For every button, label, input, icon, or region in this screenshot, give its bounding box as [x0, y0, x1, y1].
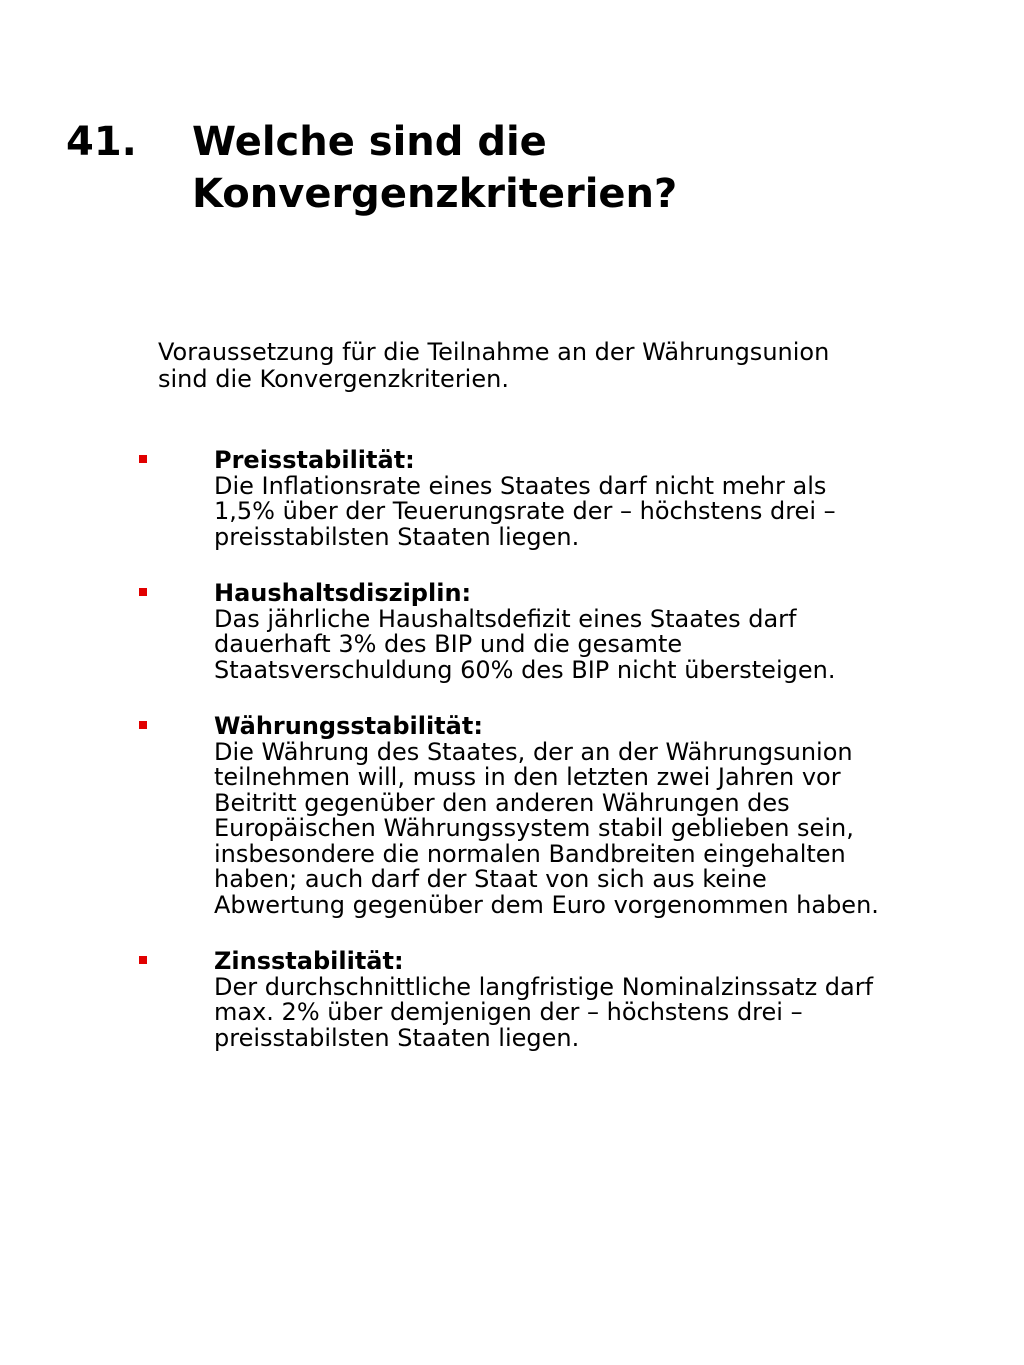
criterion-title: Haushaltsdisziplin:: [214, 579, 472, 607]
criterion-currency-stability: [134, 714, 984, 918]
intro-line: Voraussetzung für die Teilnahme an der Währungsunion: [158, 338, 830, 366]
criterion-text-line: Die Währung des Staates, der an der Währungsunion: [214, 737, 853, 766]
criterion-text-line: haben; auch darf der Staat von sich aus keine: [214, 865, 767, 893]
criterion-text-line: Beitritt gegenüber den anderen Währungen des: [214, 788, 790, 817]
criterion-text-line: Abwertung gegenüber dem Euro vorgenommen haben.: [214, 890, 879, 919]
criteria-list: [134, 448, 984, 1051]
criterion-text-line: Das jährliche Haushaltsdefizit eines Staates darf: [214, 604, 797, 633]
page-title: [66, 116, 986, 220]
criterion-text-line: dauerhaft 3% des BIP und die gesamte: [214, 630, 683, 658]
criterion-price-stability: [134, 448, 984, 550]
criterion-text-line: insbesondere die normalen Bandbreiten eingehalten: [214, 839, 846, 868]
criterion-budget-discipline: [134, 581, 984, 683]
intro-line: sind die Konvergenzkriterien.: [158, 365, 509, 393]
criterion-text-line: Der durchschnittliche langfristige Nominalzinssatz darf: [214, 972, 874, 1001]
criterion-text-line: preisstabilsten Staaten liegen.: [214, 522, 580, 551]
square-bullet-icon: [139, 588, 147, 596]
criterion-text-line: Die Inflationsrate eines Staates darf nicht mehr als: [214, 471, 827, 500]
criterion-text-line: 1,5% über der Teuerungsrate der – höchstens drei –: [214, 497, 836, 525]
criterion-interest-stability: [134, 949, 984, 1051]
criterion-title: Zinsstabilität:: [214, 947, 404, 975]
criterion-text-line: max. 2% über demjenigen der – höchstens drei –: [214, 998, 803, 1026]
square-bullet-icon: [139, 956, 147, 964]
square-bullet-icon: [139, 455, 147, 463]
criterion-text-line: teilnehmen will, muss in den letzten zwei Jahren vor: [214, 763, 841, 791]
intro-paragraph: [158, 339, 958, 393]
criterion-title: Währungsstabilität:: [214, 712, 483, 740]
criterion-title: Preisstabilität:: [214, 446, 415, 474]
criterion-text-line: Europäischen Währungssystem stabil geblieben sein,: [214, 814, 854, 842]
criterion-text-line: preisstabilsten Staaten liegen.: [214, 1023, 580, 1052]
question-title: [192, 116, 986, 220]
question-title-line: Konvergenzkriterien?: [192, 171, 678, 217]
square-bullet-icon: [139, 721, 147, 729]
question-title-line: Welche sind die: [192, 119, 547, 165]
criterion-text-line: Staatsverschuldung 60% des BIP nicht übersteigen.: [214, 655, 836, 684]
question-number: 41.: [66, 119, 137, 165]
